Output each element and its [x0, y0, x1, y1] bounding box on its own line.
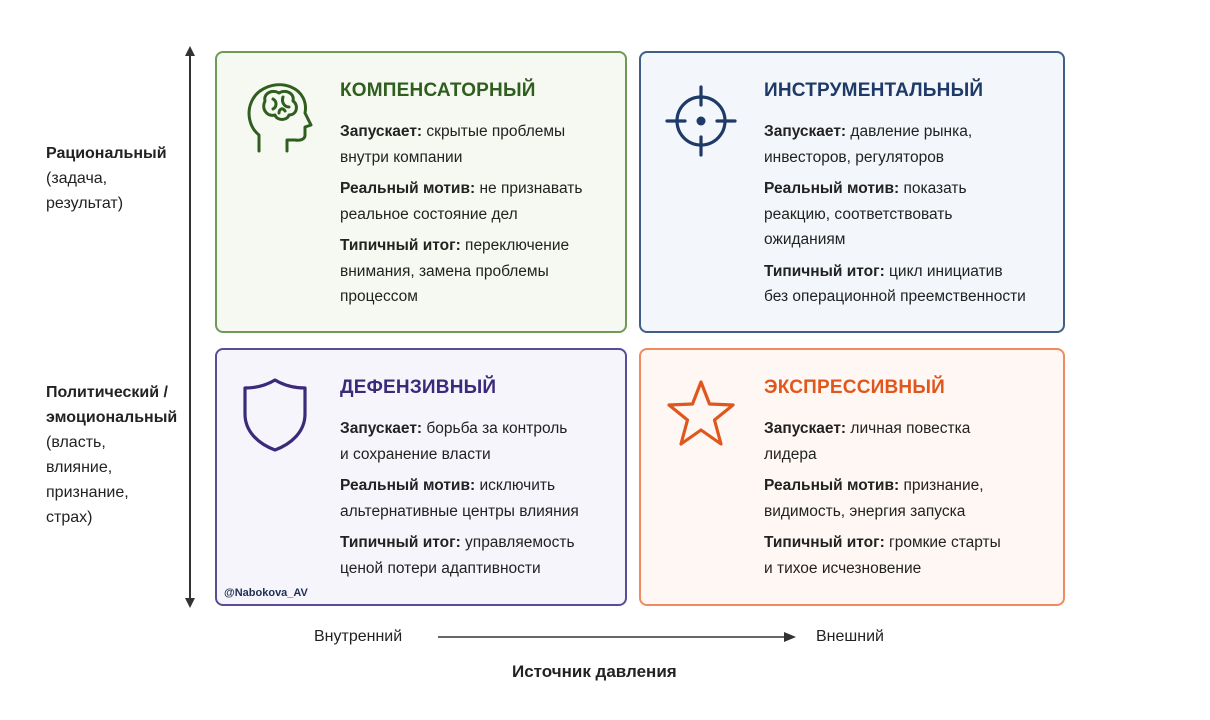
quadrant-body — [340, 416, 579, 587]
triggers-text: внутри компании — [340, 148, 463, 166]
y-top-bold: Рациональный — [46, 145, 167, 162]
motive-text: показать — [903, 180, 967, 197]
star-icon — [663, 376, 739, 456]
motive-text: видимость, энергия запуска — [764, 502, 966, 520]
quadrant-body — [764, 416, 1001, 587]
outcome-label: Типичный итог: — [764, 262, 885, 280]
motive-paragraph — [340, 473, 579, 524]
triggers-text: личная повестка — [850, 420, 971, 437]
quadrant-title: ИНСТРУМЕНТАЛЬНЫЙ — [764, 80, 984, 101]
triggers-text: борьба за контроль — [426, 420, 568, 437]
y-bottom-bold: Политический / — [46, 384, 168, 401]
motive-label: Реальный мотив: — [340, 180, 476, 197]
quadrant-body — [340, 119, 582, 316]
outcome-text: ценой потери адаптивности — [340, 559, 541, 577]
motive-paragraph — [764, 473, 1001, 524]
y-bottom-line: признание, — [46, 484, 129, 501]
outcome-label: Типичный итог: — [764, 534, 885, 551]
motive-label: Реальный мотив: — [340, 477, 476, 494]
motive-text: реакцию, соответствовать — [764, 205, 953, 223]
motive-text: реальное состояние дел — [340, 205, 518, 223]
triggers-text: инвесторов, регуляторов — [764, 148, 945, 166]
quadrant-expressive — [639, 348, 1065, 606]
outcome-paragraph — [340, 233, 582, 310]
quadrant-instrumental — [639, 51, 1065, 333]
y-axis-top-label — [46, 141, 167, 216]
x-axis-right-label: Внешний — [816, 628, 884, 645]
triggers-text: давление рынка, — [850, 123, 973, 140]
triggers-label: Запускает: — [764, 123, 847, 140]
outcome-paragraph — [340, 530, 579, 581]
outcome-text: управляемость — [465, 534, 575, 551]
motive-text: не признавать — [479, 180, 583, 197]
quadrant-title: КОМПЕНСАТОРНЫЙ — [340, 80, 536, 101]
crosshair-target-icon — [663, 83, 739, 163]
y-axis-bottom-label — [46, 380, 177, 530]
triggers-label: Запускает: — [764, 420, 847, 437]
triggers-text: скрытые проблемы — [426, 123, 566, 140]
triggers-paragraph — [340, 416, 579, 467]
y-bottom-line: (власть, — [46, 434, 106, 451]
y-bottom-line: страх) — [46, 509, 93, 526]
motive-paragraph — [340, 176, 582, 227]
quadrant-title: ЭКСПРЕССИВНЫЙ — [764, 377, 945, 398]
outcome-text: переключение — [465, 237, 570, 254]
quadrant-defensive — [215, 348, 627, 606]
quadrant-title: ДЕФЕНЗИВНЫЙ — [340, 377, 497, 398]
outcome-label: Типичный итог: — [340, 534, 461, 551]
outcome-text: громкие старты — [889, 534, 1001, 551]
motive-text: альтернативные центры влияния — [340, 502, 579, 520]
triggers-label: Запускает: — [340, 420, 423, 437]
triggers-text: и сохранение власти — [340, 445, 491, 463]
y-top-line: (задача, — [46, 170, 108, 187]
shield-icon — [237, 374, 313, 454]
quadrant-body — [764, 119, 1026, 316]
triggers-label: Запускает: — [340, 123, 423, 140]
triggers-paragraph — [340, 119, 582, 170]
motive-label: Реальный мотив: — [764, 180, 900, 197]
motive-text: ожиданиям — [764, 231, 846, 248]
outcome-text: без операционной преемственности — [764, 288, 1026, 305]
triggers-text: лидера — [764, 445, 817, 463]
y-bottom-bold: эмоциональный — [46, 409, 178, 426]
triggers-paragraph — [764, 119, 1026, 170]
x-axis-title: Источник давления — [512, 662, 677, 681]
motive-text: признание, — [903, 477, 984, 494]
head-brain-icon — [243, 77, 319, 157]
motive-paragraph — [764, 176, 1026, 253]
x-axis-left-label: Внутренний — [314, 628, 403, 645]
outcome-label: Типичный итог: — [340, 237, 461, 254]
motive-text: исключить — [479, 477, 556, 494]
outcome-text: и тихое исчезновение — [764, 559, 922, 577]
watermark: @Nabokova_AV — [224, 587, 308, 599]
vertical-axis-arrow — [180, 46, 200, 608]
y-top-line: результат) — [46, 195, 124, 212]
outcome-paragraph — [764, 530, 1001, 581]
horizontal-axis-arrow — [436, 629, 798, 645]
outcome-text: внимания, замена проблемы — [340, 262, 549, 280]
outcome-text: процессом — [340, 288, 418, 305]
motive-label: Реальный мотив: — [764, 477, 900, 494]
outcome-text: цикл инициатив — [889, 262, 1003, 280]
outcome-paragraph — [764, 259, 1026, 310]
triggers-paragraph — [764, 416, 1001, 467]
quadrant-compensatory — [215, 51, 627, 333]
y-bottom-line: влияние, — [46, 459, 113, 476]
